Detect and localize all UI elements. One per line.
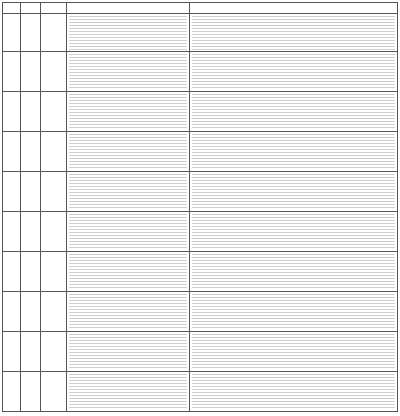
content-cell	[67, 52, 190, 92]
row-number-cell	[3, 212, 21, 252]
table-header-row	[3, 3, 398, 14]
details-cell	[190, 14, 398, 52]
column-header-details	[190, 3, 398, 14]
row-number-cell	[3, 92, 21, 132]
document-page	[2, 2, 398, 412]
table-row	[3, 332, 398, 372]
row-number-cell	[3, 14, 21, 52]
subcategory-cell	[41, 252, 67, 292]
row-number-cell	[3, 52, 21, 92]
category-cell	[21, 252, 41, 292]
category-cell	[21, 132, 41, 172]
subcategory-cell	[41, 14, 67, 52]
content-cell	[67, 14, 190, 52]
row-number-cell	[3, 372, 21, 412]
category-cell	[21, 52, 41, 92]
subcategory-cell	[41, 132, 67, 172]
category-cell	[21, 292, 41, 332]
table-row	[3, 292, 398, 332]
table-row	[3, 212, 398, 252]
row-number-cell	[3, 252, 21, 292]
table-row	[3, 372, 398, 412]
row-number-cell	[3, 292, 21, 332]
category-cell	[21, 332, 41, 372]
column-header-main-content	[67, 3, 190, 14]
details-cell	[190, 132, 398, 172]
content-cell	[67, 132, 190, 172]
subcategory-cell	[41, 372, 67, 412]
details-cell	[190, 372, 398, 412]
category-cell	[21, 372, 41, 412]
row-number-cell	[3, 132, 21, 172]
column-header-number	[3, 3, 21, 14]
row-number-cell	[3, 332, 21, 372]
subcategory-cell	[41, 332, 67, 372]
data-table	[2, 2, 398, 412]
content-cell	[67, 372, 190, 412]
details-cell	[190, 252, 398, 292]
category-cell	[21, 92, 41, 132]
details-cell	[190, 332, 398, 372]
table-row	[3, 172, 398, 212]
category-cell	[21, 212, 41, 252]
content-cell	[67, 252, 190, 292]
category-cell	[21, 172, 41, 212]
details-cell	[190, 52, 398, 92]
details-cell	[190, 92, 398, 132]
table-row	[3, 132, 398, 172]
column-header-first-category	[21, 3, 41, 14]
category-cell	[21, 14, 41, 52]
subcategory-cell	[41, 52, 67, 92]
column-header-second-category	[41, 3, 67, 14]
content-cell	[67, 292, 190, 332]
table-row	[3, 14, 398, 52]
table-row	[3, 52, 398, 92]
details-cell	[190, 212, 398, 252]
details-cell	[190, 172, 398, 212]
subcategory-cell	[41, 172, 67, 212]
content-cell	[67, 172, 190, 212]
content-cell	[67, 92, 190, 132]
subcategory-cell	[41, 212, 67, 252]
subcategory-cell	[41, 292, 67, 332]
table-row	[3, 92, 398, 132]
subcategory-cell	[41, 92, 67, 132]
content-cell	[67, 332, 190, 372]
row-number-cell	[3, 172, 21, 212]
details-cell	[190, 292, 398, 332]
table-row	[3, 252, 398, 292]
content-cell	[67, 212, 190, 252]
